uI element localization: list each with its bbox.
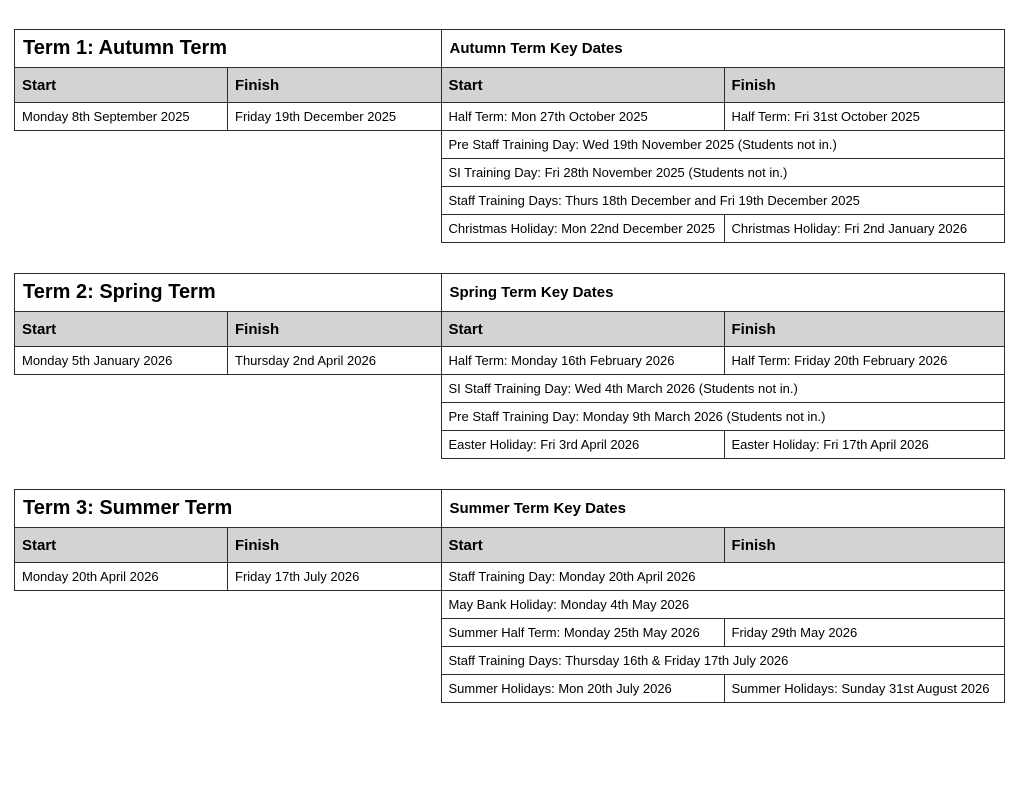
table-row (441, 312, 1004, 347)
summer-key-dates-title: Summer Term Key Dates (441, 490, 1004, 528)
column-header-start: Start (441, 68, 724, 103)
autumn-term-start-date: Monday 8th September 2025 (15, 103, 228, 131)
table-row (15, 528, 441, 563)
column-header-start: Start (15, 528, 228, 563)
key-date-start: Summer Holidays: Mon 20th July 2026 (441, 675, 724, 703)
table-row (15, 563, 441, 591)
spring-key-dates-title: Spring Term Key Dates (441, 274, 1004, 312)
key-date-full: Pre Staff Training Day: Monday 9th March 2026 (Students not in.) (441, 403, 1004, 431)
table-row (441, 490, 1004, 528)
key-date-row (441, 563, 1004, 591)
key-date-start: Summer Half Term: Monday 25th May 2026 (441, 619, 724, 647)
key-date-row (441, 375, 1004, 403)
table-row (15, 312, 441, 347)
key-date-start: Easter Holiday: Fri 3rd April 2026 (441, 431, 724, 459)
key-date-finish: Christmas Holiday: Fri 2nd January 2026 (724, 215, 1004, 243)
section-summer-term (14, 489, 1024, 703)
table-row (15, 490, 441, 528)
autumn-key-dates-title: Autumn Term Key Dates (441, 30, 1004, 68)
spring-term-start-date: Monday 5th January 2026 (15, 347, 228, 375)
key-date-finish: Easter Holiday: Fri 17th April 2026 (724, 431, 1004, 459)
summer-term-start-date: Monday 20th April 2026 (15, 563, 228, 591)
key-date-start: Half Term: Monday 16th February 2026 (441, 347, 724, 375)
table-row (15, 347, 441, 375)
spring-term-title: Term 2: Spring Term (15, 274, 441, 312)
column-header-finish: Finish (228, 528, 441, 563)
table-row (441, 274, 1004, 312)
section-spring-term (14, 273, 1024, 459)
key-date-finish: Half Term: Friday 20th February 2026 (724, 347, 1004, 375)
key-date-row (441, 103, 1004, 131)
autumn-term-table (14, 29, 441, 131)
column-header-finish: Finish (724, 312, 1004, 347)
table-row (441, 30, 1004, 68)
key-date-row (441, 159, 1004, 187)
spring-term-finish-date: Thursday 2nd April 2026 (228, 347, 441, 375)
column-header-finish: Finish (228, 312, 441, 347)
key-date-full: Staff Training Day: Monday 20th April 2026 (441, 563, 1004, 591)
autumn-term-title: Term 1: Autumn Term (15, 30, 441, 68)
key-date-full: Staff Training Days: Thurs 18th December and Fri 19th December 2025 (441, 187, 1004, 215)
key-date-full: SI Training Day: Fri 28th November 2025 (Students not in.) (441, 159, 1004, 187)
table-row (15, 30, 441, 68)
table-row (441, 68, 1004, 103)
column-header-start: Start (15, 312, 228, 347)
key-date-row (441, 431, 1004, 459)
key-date-full: Staff Training Days: Thursday 16th & Friday 17th July 2026 (441, 647, 1004, 675)
table-row (15, 274, 441, 312)
table-row (15, 68, 441, 103)
column-header-finish: Finish (724, 68, 1004, 103)
column-header-finish: Finish (724, 528, 1004, 563)
column-header-finish: Finish (228, 68, 441, 103)
summer-term-table (14, 489, 441, 591)
summer-key-dates-table (441, 489, 1005, 703)
table-row (441, 528, 1004, 563)
key-date-row (441, 619, 1004, 647)
key-date-row (441, 403, 1004, 431)
key-date-row (441, 131, 1004, 159)
key-date-row (441, 215, 1004, 243)
key-date-row (441, 647, 1004, 675)
autumn-key-dates-table (441, 29, 1005, 243)
key-date-row (441, 675, 1004, 703)
key-date-finish: Friday 29th May 2026 (724, 619, 1004, 647)
spring-term-table (14, 273, 441, 375)
column-header-start: Start (441, 312, 724, 347)
section-autumn-term (14, 29, 1024, 243)
key-date-full: Pre Staff Training Day: Wed 19th November 2025 (Students not in.) (441, 131, 1004, 159)
autumn-term-finish-date: Friday 19th December 2025 (228, 103, 441, 131)
key-date-full: May Bank Holiday: Monday 4th May 2026 (441, 591, 1004, 619)
key-date-row (441, 347, 1004, 375)
key-date-finish: Half Term: Fri 31st October 2025 (724, 103, 1004, 131)
key-date-start: Half Term: Mon 27th October 2025 (441, 103, 724, 131)
summer-term-title: Term 3: Summer Term (15, 490, 441, 528)
key-date-full: SI Staff Training Day: Wed 4th March 2026 (Students not in.) (441, 375, 1004, 403)
key-date-start: Christmas Holiday: Mon 22nd December 2025 (441, 215, 724, 243)
summer-term-finish-date: Friday 17th July 2026 (228, 563, 441, 591)
spring-key-dates-table (441, 273, 1005, 459)
key-date-finish: Summer Holidays: Sunday 31st August 2026 (724, 675, 1004, 703)
column-header-start: Start (15, 68, 228, 103)
key-date-row (441, 591, 1004, 619)
table-row (15, 103, 441, 131)
key-date-row (441, 187, 1004, 215)
column-header-start: Start (441, 528, 724, 563)
